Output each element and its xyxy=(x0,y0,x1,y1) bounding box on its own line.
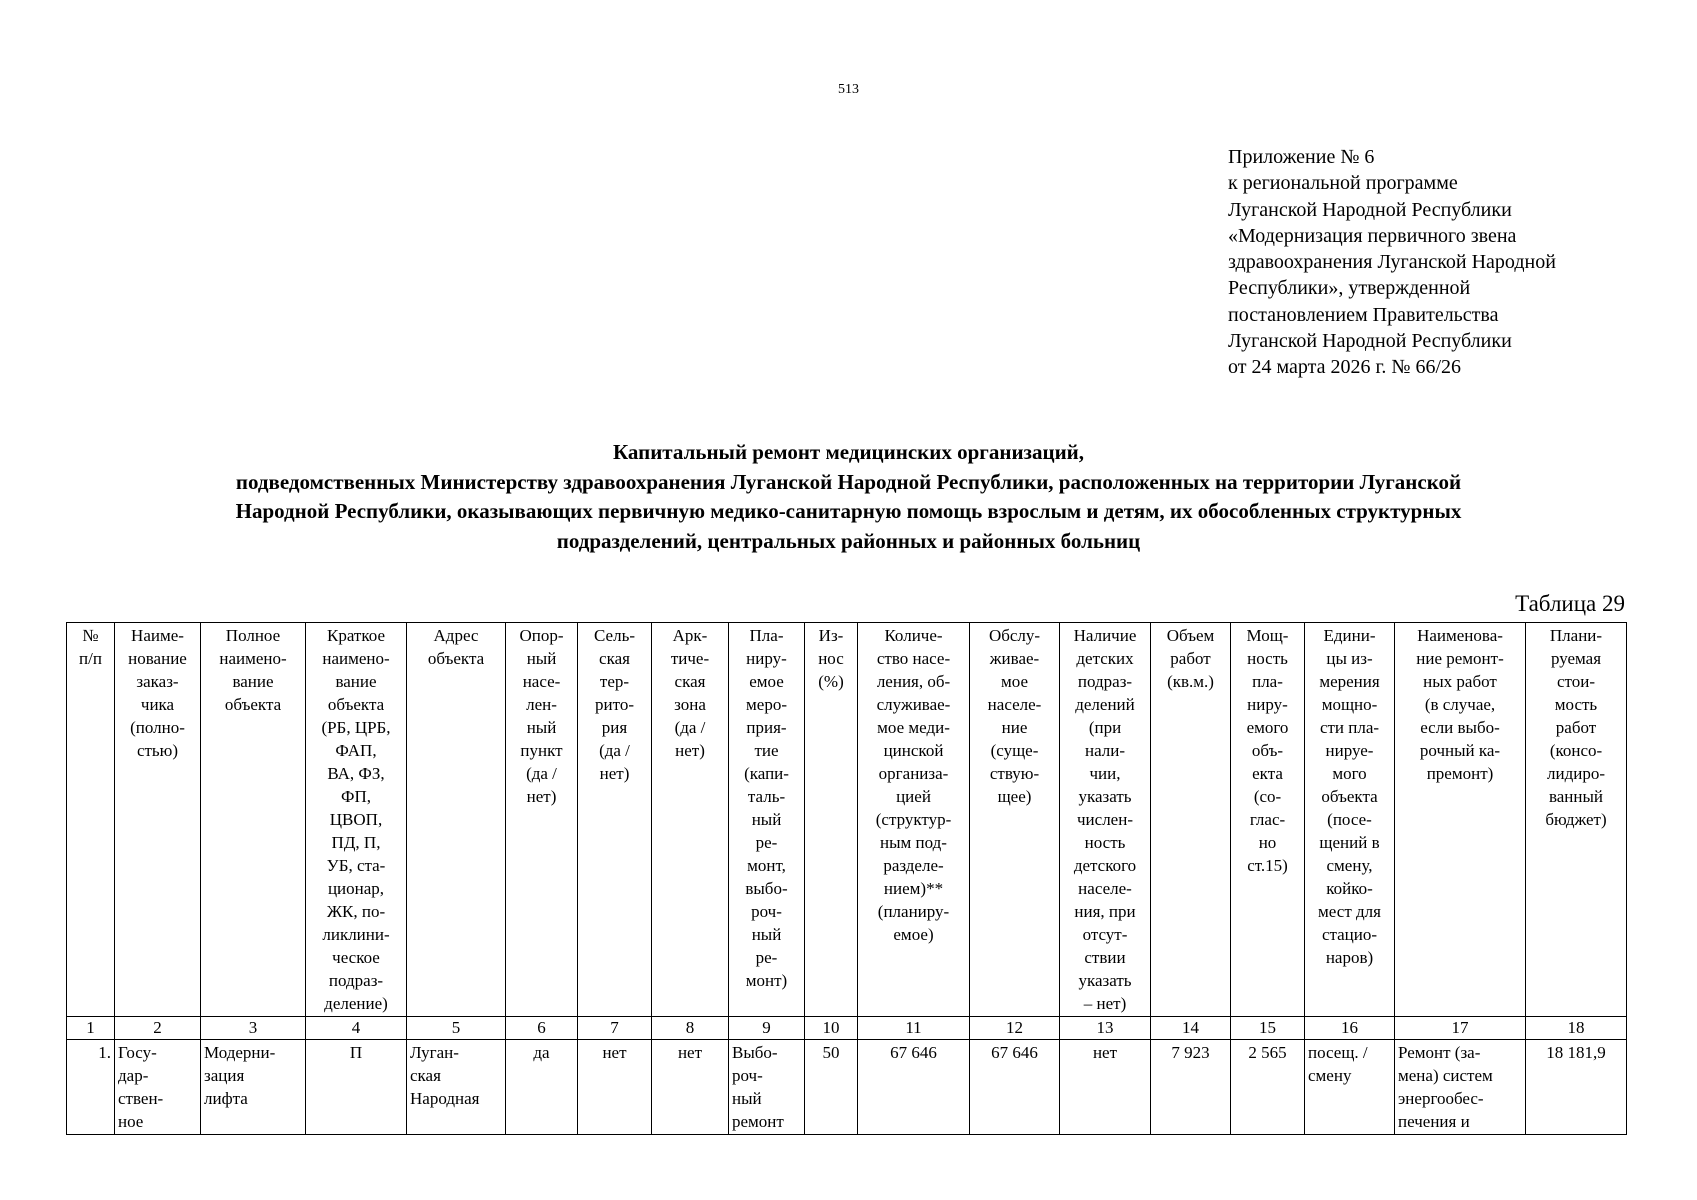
header-text: премонт) xyxy=(1426,764,1494,783)
header-text: щее) xyxy=(997,787,1032,806)
header-text: нали- xyxy=(1084,741,1126,760)
header-text: объекта xyxy=(1321,787,1378,806)
header-text: подраз- xyxy=(1077,672,1133,691)
column-number-cell: 12 xyxy=(970,1017,1060,1040)
header-cell-col-4 xyxy=(306,623,407,1017)
header-text: мого xyxy=(1332,764,1367,783)
header-text: ЖК, по- xyxy=(326,902,386,921)
table-cell-col-9 xyxy=(729,1040,805,1135)
header-text: рито- xyxy=(595,695,634,714)
header-text: выбо- xyxy=(745,879,788,898)
header-cell-col-16 xyxy=(1305,623,1395,1017)
title-line: Народной Республики, оказывающих первичную медико-санитарную помощь взрослым и детям, их обособленных структурных xyxy=(235,499,1462,523)
cell-text: роч- xyxy=(732,1066,763,1085)
header-text: (да / xyxy=(599,741,630,760)
header-cell-col-9 xyxy=(729,623,805,1017)
table-cell-col-4 xyxy=(306,1040,407,1135)
header-text: Наименова- xyxy=(1417,626,1503,645)
cell-text: дар- xyxy=(118,1066,149,1085)
header-text: ФАП, xyxy=(335,741,377,760)
header-text: населе- xyxy=(1078,879,1132,898)
header-text: руемая xyxy=(1550,649,1602,668)
header-text: ность xyxy=(1084,833,1126,852)
header-text: цией xyxy=(896,787,931,806)
header-text: рочный ка- xyxy=(1419,741,1501,760)
header-text: УБ, ста- xyxy=(326,856,386,875)
header-text: ный xyxy=(526,649,557,668)
header-text: чика xyxy=(140,695,175,714)
header-text: мощно- xyxy=(1321,695,1378,714)
header-text: ных работ xyxy=(1423,672,1497,691)
header-text: (да / xyxy=(674,718,706,737)
table-caption: Таблица 29 xyxy=(1515,591,1625,616)
appendix-block xyxy=(1228,144,1556,381)
header-text: ст.15) xyxy=(1247,856,1288,875)
cell-text: ное xyxy=(118,1112,144,1131)
header-text: числен- xyxy=(1077,810,1133,829)
header-text: Едини- xyxy=(1323,626,1376,645)
column-number-cell: 13 xyxy=(1060,1017,1151,1040)
column-number-cell: 2 xyxy=(115,1017,201,1040)
cell-text: Выбо- xyxy=(732,1043,778,1062)
title-line: подразделений, центральных районных и районных больниц xyxy=(556,528,1141,553)
header-text: цинской xyxy=(883,741,944,760)
column-number-cell: 9 xyxy=(729,1017,805,1040)
header-text: тиче- xyxy=(670,649,710,668)
header-text: емое xyxy=(749,672,784,691)
header-text: (консо- xyxy=(1549,741,1603,760)
cell-text: Народная xyxy=(410,1089,480,1108)
header-text: насе- xyxy=(522,672,561,691)
header-text: тер- xyxy=(599,672,630,691)
header-text: нос xyxy=(818,649,844,668)
header-text: ская xyxy=(599,649,630,668)
header-text: ликлини- xyxy=(322,925,390,944)
cell-text: ская xyxy=(410,1066,441,1085)
column-number-cell: 15 xyxy=(1231,1017,1305,1040)
header-text: ления, об- xyxy=(876,672,951,691)
header-text: ческое xyxy=(332,948,380,967)
column-number-cell: 6 xyxy=(506,1017,578,1040)
column-number-cell: 10 xyxy=(805,1017,858,1040)
header-text: (посе- xyxy=(1327,810,1372,829)
header-text: (капи- xyxy=(744,764,789,783)
appendix-line: Луганской Народной Республики xyxy=(1228,198,1512,221)
header-text: мерения xyxy=(1319,672,1380,691)
header-text: стои- xyxy=(1556,672,1595,691)
header-text: мест для xyxy=(1318,902,1381,921)
header-text: ния, при xyxy=(1074,902,1136,921)
header-cell-col-5 xyxy=(407,623,506,1017)
cell-text: посещ. / xyxy=(1308,1043,1368,1062)
header-text: меро- xyxy=(746,695,787,714)
column-number-cell: 3 xyxy=(201,1017,306,1040)
header-cell-col-3 xyxy=(201,623,306,1017)
header-text: (планиру- xyxy=(877,902,950,921)
header-text: таль- xyxy=(747,787,786,806)
capital-repair-table xyxy=(66,622,1627,1135)
header-text: ный xyxy=(526,718,557,737)
cell-text: 50 xyxy=(822,1043,840,1062)
header-text: (суще- xyxy=(990,741,1039,760)
header-text: нет) xyxy=(526,787,557,806)
header-text: наров) xyxy=(1325,948,1374,967)
cell-text: 1. xyxy=(98,1043,111,1062)
header-text: Пла- xyxy=(749,626,784,645)
title-line: подведомственных Министерству здравоохранения Луганской Народной Республики, расположенных на территории Луганской xyxy=(235,469,1462,494)
header-text: прия- xyxy=(746,718,787,737)
cell-text: ремонт xyxy=(732,1112,784,1131)
header-cell-col-13 xyxy=(1060,623,1151,1017)
header-cell-col-2 xyxy=(115,623,201,1017)
header-text: ре- xyxy=(755,833,778,852)
header-text: объекта xyxy=(224,695,282,714)
page-number: 513 xyxy=(838,82,859,97)
table-cell-col-17 xyxy=(1395,1040,1526,1135)
header-text: ный xyxy=(751,810,782,829)
header-text: пла- xyxy=(1252,672,1283,691)
header-text: емого xyxy=(1246,718,1289,737)
cell-text: зация xyxy=(204,1066,245,1085)
header-text: если выбо- xyxy=(1420,718,1500,737)
header-text: мое xyxy=(1000,672,1028,691)
header-text: детского xyxy=(1073,856,1137,875)
cell-text: лифта xyxy=(204,1089,248,1108)
header-text: роч- xyxy=(751,902,782,921)
header-text: п/п xyxy=(79,649,102,668)
table-cell-col-10 xyxy=(805,1040,858,1135)
header-text: ние ремонт- xyxy=(1416,649,1504,668)
header-text: работ xyxy=(1555,718,1597,737)
header-text: нование xyxy=(128,649,187,668)
table-cell-col-14 xyxy=(1151,1040,1231,1135)
header-text: (кв.м.) xyxy=(1167,672,1214,691)
header-text: живае- xyxy=(989,649,1040,668)
header-text: разделе- xyxy=(883,856,944,875)
header-text: ство насе- xyxy=(876,649,951,668)
header-text: ванный xyxy=(1548,787,1604,806)
column-number-cell: 11 xyxy=(858,1017,970,1040)
header-text: наимено- xyxy=(219,649,287,668)
appendix-line: Приложение № 6 xyxy=(1228,146,1375,168)
table-cell-col-13 xyxy=(1060,1040,1151,1135)
appendix-line: здравоохранения Луганской Народной xyxy=(1228,251,1556,274)
table-cell-col-2 xyxy=(115,1040,201,1135)
cell-text: энергообес- xyxy=(1398,1089,1484,1108)
header-text: (со- xyxy=(1253,787,1282,806)
header-text: но xyxy=(1258,833,1277,852)
header-text: служивае- xyxy=(876,695,951,714)
appendix-line: «Модернизация первичного звена xyxy=(1228,224,1517,247)
header-text: ствии xyxy=(1084,948,1126,967)
header-cell-col-14 xyxy=(1151,623,1231,1017)
header-text: Арк- xyxy=(672,626,708,645)
cell-text: 2 565 xyxy=(1248,1043,1287,1062)
header-text: Краткое xyxy=(326,626,386,645)
table-cell-col-16 xyxy=(1305,1040,1395,1135)
header-text: подраз- xyxy=(328,971,384,990)
header-text: № xyxy=(82,626,99,645)
table-row xyxy=(67,1040,1627,1135)
header-text: Адрес xyxy=(433,626,479,645)
header-text: монт, xyxy=(747,856,786,875)
cell-text: Ремонт (за- xyxy=(1398,1043,1481,1062)
header-text: ская xyxy=(674,672,706,691)
header-text: нируе- xyxy=(1325,741,1374,760)
header-text: Мощ- xyxy=(1246,626,1289,645)
header-text: детских xyxy=(1076,649,1134,668)
header-text: (в случае, xyxy=(1424,695,1496,714)
column-number-cell: 7 xyxy=(578,1017,652,1040)
table-cell-col-8 xyxy=(652,1040,729,1135)
cell-text: Госу- xyxy=(118,1043,157,1062)
appendix-line: постановлением Правительства xyxy=(1228,303,1499,326)
header-text: Объем xyxy=(1166,626,1215,645)
header-text: указать xyxy=(1078,787,1132,806)
column-number-cell: 14 xyxy=(1151,1017,1231,1040)
header-text: (при xyxy=(1088,718,1122,737)
table-cell-col-7 xyxy=(578,1040,652,1135)
cell-text: да xyxy=(533,1043,550,1062)
header-text: ФП, xyxy=(341,787,371,806)
cell-text: нет xyxy=(602,1043,627,1062)
header-text: ЦВОП, xyxy=(329,810,383,829)
header-text: (да / xyxy=(526,764,557,783)
header-cell-col-1 xyxy=(67,623,115,1017)
header-text: ниру- xyxy=(1247,695,1288,714)
cell-text: печения и xyxy=(1398,1112,1470,1131)
header-text: указать xyxy=(1078,971,1132,990)
cell-text: мена) систем xyxy=(1398,1066,1493,1085)
header-text: ным под- xyxy=(880,833,947,852)
cell-text: 7 923 xyxy=(1171,1043,1210,1062)
header-cell-col-12 xyxy=(970,623,1060,1017)
title-line: Капитальный ремонт медицинских организаций, xyxy=(612,440,1085,464)
header-text: Из- xyxy=(818,626,844,645)
header-text: Сель- xyxy=(594,626,635,645)
header-text: чии, xyxy=(1089,764,1121,783)
header-text: нет) xyxy=(675,741,705,760)
cell-text: Модерни- xyxy=(204,1043,276,1062)
header-text: глас- xyxy=(1249,810,1286,829)
header-cell-col-17 xyxy=(1395,623,1526,1017)
column-number-cell: 4 xyxy=(306,1017,407,1040)
header-text: лидиро- xyxy=(1547,764,1605,783)
header-text: Обслу- xyxy=(988,626,1041,645)
header-text: Плани- xyxy=(1549,626,1603,645)
header-text: ре- xyxy=(755,948,778,967)
header-text: (структур- xyxy=(875,810,952,829)
header-cell-col-7 xyxy=(578,623,652,1017)
header-text: тие xyxy=(754,741,779,760)
header-cell-col-15 xyxy=(1231,623,1305,1017)
document-title xyxy=(66,438,1631,556)
cell-text: 67 646 xyxy=(890,1043,937,1062)
column-number-cell: 8 xyxy=(652,1017,729,1040)
header-text: объекта xyxy=(327,695,385,714)
cell-text: 67 646 xyxy=(991,1043,1038,1062)
column-number-cell: 1 xyxy=(67,1017,115,1040)
header-text: делений xyxy=(1075,695,1135,714)
header-text: Опор- xyxy=(519,626,564,645)
column-number-cell: 17 xyxy=(1395,1017,1526,1040)
header-text: ВА, ФЗ, xyxy=(327,764,385,783)
header-text: койко- xyxy=(1326,879,1373,898)
header-text: сти пла- xyxy=(1319,718,1380,737)
table-header-row xyxy=(67,623,1627,1017)
header-text: Наличие xyxy=(1073,626,1137,645)
header-text: пункт xyxy=(520,741,563,760)
header-text: цы из- xyxy=(1326,649,1373,668)
header-text: (%) xyxy=(818,672,844,691)
header-cell-col-11 xyxy=(858,623,970,1017)
header-text: работ xyxy=(1170,649,1211,668)
header-text: Количе- xyxy=(884,626,943,645)
table-cell-col-5 xyxy=(407,1040,506,1135)
header-text: населе- xyxy=(987,695,1042,714)
appendix-line: Луганской Народной Республики xyxy=(1228,330,1512,353)
header-text: ность xyxy=(1247,649,1288,668)
cell-text: ствен- xyxy=(118,1089,164,1108)
header-text: вание xyxy=(232,672,274,691)
appendix-line: Республики», утвержденной xyxy=(1228,277,1471,300)
header-text: наимено- xyxy=(322,649,390,668)
header-text: бюджет) xyxy=(1545,810,1607,829)
column-number-cell: 18 xyxy=(1526,1017,1627,1040)
cell-text: нет xyxy=(1092,1043,1118,1062)
table-cell-col-1 xyxy=(67,1040,115,1135)
table-cell-col-11 xyxy=(858,1040,970,1135)
header-text: нет) xyxy=(599,764,630,783)
header-text: лен- xyxy=(526,695,557,714)
table-cell-col-3 xyxy=(201,1040,306,1135)
header-text: нием)** xyxy=(883,879,944,898)
header-text: Наиме- xyxy=(131,626,184,645)
header-text: стью) xyxy=(136,741,179,760)
cell-text: нет xyxy=(677,1043,703,1062)
cell-text: П xyxy=(349,1043,363,1062)
cell-text: 18 181,9 xyxy=(1546,1043,1606,1062)
column-number-cell: 5 xyxy=(407,1017,506,1040)
header-text: ние xyxy=(1001,718,1028,737)
header-text: монт) xyxy=(745,971,788,990)
header-text: екта xyxy=(1252,764,1283,783)
table-cell-col-15 xyxy=(1231,1040,1305,1135)
header-text: щений в xyxy=(1319,833,1380,852)
appendix-line: к региональной программе xyxy=(1228,172,1458,195)
header-text: смену, xyxy=(1326,856,1373,875)
header-text: ный xyxy=(751,925,782,944)
header-text: зона xyxy=(674,695,706,714)
header-text: (полно- xyxy=(130,718,185,737)
header-text: мое меди- xyxy=(877,718,950,737)
header-text: ниру- xyxy=(746,649,787,668)
cell-text: смену xyxy=(1308,1066,1352,1085)
cell-text: Луган- xyxy=(410,1043,459,1062)
header-text: организа- xyxy=(878,764,949,783)
header-text: ционар, xyxy=(327,879,385,898)
header-text: стацио- xyxy=(1321,925,1378,944)
column-number-cell: 16 xyxy=(1305,1017,1395,1040)
table-cell-col-6 xyxy=(506,1040,578,1135)
header-text: ПД, П, xyxy=(331,833,381,852)
header-cell-col-8 xyxy=(652,623,729,1017)
header-text: заказ- xyxy=(136,672,179,691)
header-text: мость xyxy=(1554,695,1598,714)
header-text: объекта xyxy=(427,649,485,668)
table-cell-col-12 xyxy=(970,1040,1060,1135)
header-cell-col-18 xyxy=(1526,623,1627,1017)
header-text: рия xyxy=(601,718,628,737)
header-text: (РБ, ЦРБ, xyxy=(321,718,391,737)
header-cell-col-10 xyxy=(805,623,858,1017)
header-cell-col-6 xyxy=(506,623,578,1017)
header-text: Полное xyxy=(225,626,281,645)
column-number-row xyxy=(67,1017,1627,1040)
cell-text: ный xyxy=(732,1089,762,1108)
header-text: ствую- xyxy=(989,764,1040,783)
header-text: вание xyxy=(335,672,377,691)
header-text: емое) xyxy=(893,925,934,944)
table-cell-col-18 xyxy=(1526,1040,1627,1135)
header-text: – нет) xyxy=(1083,994,1127,1013)
appendix-line: от 24 марта 2026 г. № 66/26 xyxy=(1228,356,1462,379)
header-text: деление) xyxy=(324,994,388,1013)
header-text: объ- xyxy=(1251,741,1284,760)
header-text: отсут- xyxy=(1082,925,1128,944)
